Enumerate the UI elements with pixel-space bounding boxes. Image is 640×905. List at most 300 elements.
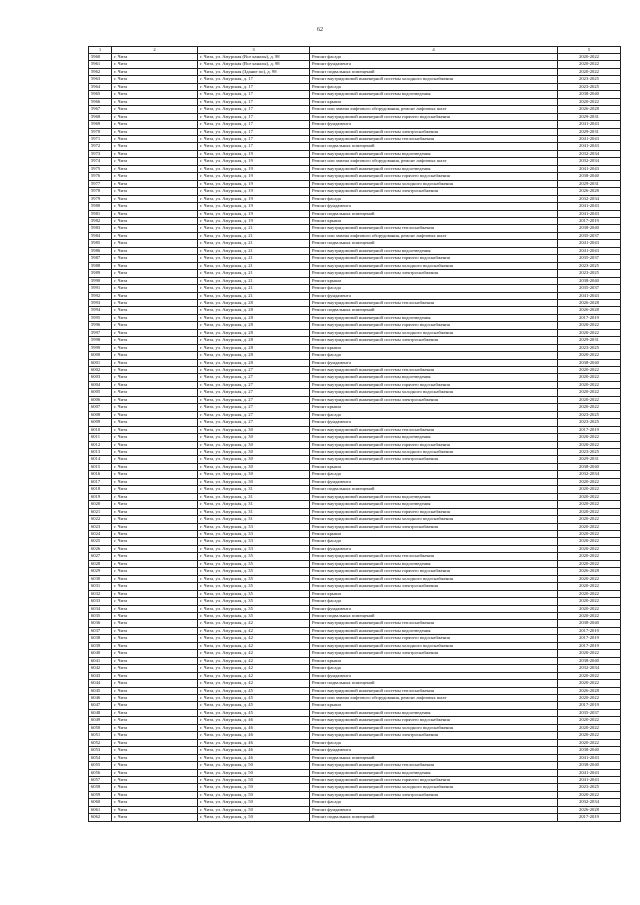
municipality: г. Чита <box>112 694 198 701</box>
municipality: г. Чита <box>112 165 198 172</box>
period: 2020-2022 <box>558 598 621 605</box>
municipality: г. Чита <box>112 620 198 627</box>
municipality: г. Чита <box>112 635 198 642</box>
work-type: Ремонт внутридомовой инженерной системы горячего водоснабжения <box>310 568 558 575</box>
municipality: г. Чита <box>112 277 198 284</box>
municipality: г. Чита <box>112 299 198 306</box>
address: г. Чита, ул. Амурская, д. 45 <box>198 694 310 701</box>
table-row <box>89 106 621 113</box>
row-number: 6006 <box>89 396 112 403</box>
address: г. Чита, ул. Амурская (Все каналы), д. 98 <box>198 54 310 61</box>
table-row <box>89 478 621 485</box>
work-type: Ремонт фундамента <box>310 121 558 128</box>
table-row <box>89 255 621 262</box>
municipality: г. Чита <box>112 471 198 478</box>
municipality: г. Чита <box>112 642 198 649</box>
period: 2026-2028 <box>558 307 621 314</box>
work-type: Ремонт внутридомовой инженерной системы холодного водоснабжения <box>310 389 558 396</box>
address: г. Чита, ул. Амурская, д. 17 <box>198 113 310 120</box>
work-type: Ремонт внутридомовой инженерной системы холодного водоснабжения <box>310 724 558 731</box>
period: 2038-2040 <box>558 359 621 366</box>
row-number: 5963 <box>89 76 112 83</box>
row-number: 5974 <box>89 158 112 165</box>
table-row <box>89 411 621 418</box>
period: 2020-2022 <box>558 590 621 597</box>
period: 2020-2022 <box>558 98 621 105</box>
row-number: 6027 <box>89 553 112 560</box>
work-type: Ремонт внутридомовой инженерной системы электроснабжения <box>310 732 558 739</box>
period: 2023-2025 <box>558 76 621 83</box>
row-number: 6008 <box>89 411 112 418</box>
table-row <box>89 687 621 694</box>
address: г. Чита, ул. Амурская, д. 30 <box>198 441 310 448</box>
municipality: г. Чита <box>112 702 198 709</box>
work-type: Ремонт внутридомовой инженерной системы водоотведения <box>310 769 558 776</box>
table-row <box>89 121 621 128</box>
row-number: 5992 <box>89 292 112 299</box>
table-row <box>89 292 621 299</box>
table-row <box>89 180 621 187</box>
period: 2020-2022 <box>558 717 621 724</box>
work-type: Ремонт внутридомовой инженерной системы водоотведения <box>310 91 558 98</box>
address: г. Чита, ул. Амурская, д. 21 <box>198 247 310 254</box>
period: 2020-2022 <box>558 605 621 612</box>
period: 2032-2034 <box>558 150 621 157</box>
period: 2029-2031 <box>558 337 621 344</box>
table-row <box>89 270 621 277</box>
period: 2026-2028 <box>558 568 621 575</box>
row-number: 6031 <box>89 583 112 590</box>
work-type: Ремонт крыши <box>310 277 558 284</box>
period: 2026-2028 <box>558 299 621 306</box>
row-number: 6062 <box>89 814 112 821</box>
table-row <box>89 314 621 321</box>
address: г. Чита, ул. Амурская, д. 27 <box>198 367 310 374</box>
table-row <box>89 508 621 515</box>
row-number: 5979 <box>89 195 112 202</box>
row-number: 6014 <box>89 456 112 463</box>
municipality: г. Чита <box>112 657 198 664</box>
period: 2020-2022 <box>558 374 621 381</box>
period: 2041-2043 <box>558 769 621 776</box>
period: 2020-2022 <box>558 68 621 75</box>
address: г. Чита, ул. Амурская, д. 28 <box>198 299 310 306</box>
table-row <box>89 299 621 306</box>
period: 2020-2022 <box>558 501 621 508</box>
table-row <box>89 419 621 426</box>
work-type: Ремонт подвальных помещений <box>310 680 558 687</box>
address: г. Чита, ул. Амурская, д. 31 <box>198 486 310 493</box>
table-row <box>89 359 621 366</box>
table-row <box>89 605 621 612</box>
period: 2032-2034 <box>558 799 621 806</box>
period: 2020-2022 <box>558 478 621 485</box>
work-type: Ремонт фасада <box>310 54 558 61</box>
municipality: г. Чита <box>112 747 198 754</box>
work-type: Ремонт фасада <box>310 83 558 90</box>
address: г. Чита, ул. Амурская, д. 27 <box>198 381 310 388</box>
work-type: Ремонт фасада <box>310 665 558 672</box>
address: г. Чита, ул. Амурская, д. 42 <box>198 642 310 649</box>
row-number: 6016 <box>89 471 112 478</box>
municipality: г. Чита <box>112 560 198 567</box>
row-number: 6052 <box>89 739 112 746</box>
period: 2035-2037 <box>558 255 621 262</box>
table-row <box>89 545 621 552</box>
address: г. Чита, ул. Амурская, д. 50 <box>198 762 310 769</box>
municipality: г. Чита <box>112 68 198 75</box>
row-number: 6013 <box>89 449 112 456</box>
period: 2020-2022 <box>558 404 621 411</box>
row-number: 6020 <box>89 501 112 508</box>
period: 2020-2022 <box>558 434 621 441</box>
table-row <box>89 590 621 597</box>
work-type: Ремонт подвальных помещений <box>310 68 558 75</box>
work-type: Ремонт фундамента <box>310 605 558 612</box>
municipality: г. Чита <box>112 724 198 731</box>
address: г. Чита, ул. Амурская, д. 46 <box>198 754 310 761</box>
table-row <box>89 799 621 806</box>
work-type: Ремонт внутридомовой инженерной системы холодного водоснабжения <box>310 784 558 791</box>
period: 2038-2040 <box>558 173 621 180</box>
row-number: 6029 <box>89 568 112 575</box>
municipality: г. Чита <box>112 217 198 224</box>
work-type: Ремонт внутридомовой инженерной системы водоотведения <box>310 165 558 172</box>
row-number: 6024 <box>89 531 112 538</box>
period: 2020-2022 <box>558 508 621 515</box>
municipality: г. Чита <box>112 255 198 262</box>
work-type: Ремонт внутридомовой инженерной системы электроснабжения <box>310 650 558 657</box>
table-row <box>89 83 621 90</box>
work-type: Ремонт внутридомовой инженерной системы горячего водоснабжения <box>310 635 558 642</box>
work-type: Ремонт внутридомовой инженерной системы холодного водоснабжения <box>310 180 558 187</box>
work-type: Ремонт фасада <box>310 598 558 605</box>
row-number: 5994 <box>89 307 112 314</box>
column-number-4: 4 <box>310 47 558 54</box>
period: 2020-2022 <box>558 538 621 545</box>
work-type: Ремонт фасада <box>310 195 558 202</box>
address: г. Чита, ул. Амурская, д. 42 <box>198 627 310 634</box>
municipality: г. Чита <box>112 665 198 672</box>
address: г. Чита, ул. Амурская, д. 17 <box>198 83 310 90</box>
table-row <box>89 225 621 232</box>
work-type: Ремонт фундамента <box>310 203 558 210</box>
municipality: г. Чита <box>112 173 198 180</box>
municipality: г. Чита <box>112 456 198 463</box>
row-number: 5976 <box>89 173 112 180</box>
table-row <box>89 434 621 441</box>
address: г. Чита, ул. Амурская, д. 19 <box>198 203 310 210</box>
table-row <box>89 516 621 523</box>
municipality: г. Чита <box>112 322 198 329</box>
municipality: г. Чита <box>112 575 198 582</box>
period: 2020-2022 <box>558 545 621 552</box>
municipality: г. Чита <box>112 806 198 813</box>
period: 2041-2043 <box>558 754 621 761</box>
row-number: 5997 <box>89 329 112 336</box>
work-type: Ремонт или замена лифтового оборудования, ремонт лифтовых шахт <box>310 232 558 239</box>
municipality: г. Чита <box>112 627 198 634</box>
table-row <box>89 717 621 724</box>
period: 2020-2022 <box>558 516 621 523</box>
row-number: 6015 <box>89 463 112 470</box>
period: 2020-2022 <box>558 680 621 687</box>
period: 2032-2034 <box>558 158 621 165</box>
period: 2038-2040 <box>558 762 621 769</box>
work-type: Ремонт крыши <box>310 463 558 470</box>
period: 2038-2040 <box>558 225 621 232</box>
municipality: г. Чита <box>112 709 198 716</box>
work-type: Ремонт внутридомовой инженерной системы теплоснабжения <box>310 553 558 560</box>
row-number: 6033 <box>89 598 112 605</box>
table-row <box>89 784 621 791</box>
address: г. Чита, ул. Амурская, д. 21 <box>198 262 310 269</box>
address: г. Чита, ул. Амурская, д. 17 <box>198 121 310 128</box>
row-number: 6000 <box>89 352 112 359</box>
work-type: Ремонт внутридомовой инженерной системы горячего водоснабжения <box>310 441 558 448</box>
address: г. Чита, ул. Амурская, д. 46 <box>198 747 310 754</box>
table-row <box>89 285 621 292</box>
row-number: 5964 <box>89 83 112 90</box>
address: г. Чита, ул. Амурская, д. 17 <box>198 98 310 105</box>
period: 2017-2019 <box>558 814 621 821</box>
address: г. Чита, ул. Амурская, д. 42 <box>198 665 310 672</box>
table-row <box>89 709 621 716</box>
address: г. Чита, ул. Амурская, д. 17 <box>198 143 310 150</box>
period: 2020-2022 <box>558 61 621 68</box>
period: 2023-2025 <box>558 449 621 456</box>
table-row <box>89 724 621 731</box>
address: г. Чита, ул. Амурская, д. 42 <box>198 680 310 687</box>
work-type: Ремонт подвальных помещений <box>310 754 558 761</box>
work-type: Ремонт внутридомовой инженерной системы теплоснабжения <box>310 762 558 769</box>
address: г. Чита, ул. Амурская, д. 30 <box>198 471 310 478</box>
row-number: 6053 <box>89 747 112 754</box>
municipality: г. Чита <box>112 98 198 105</box>
municipality: г. Чита <box>112 441 198 448</box>
period: 2041-2043 <box>558 165 621 172</box>
work-type: Ремонт крыши <box>310 217 558 224</box>
table-row <box>89 217 621 224</box>
period: 2020-2022 <box>558 612 621 619</box>
work-type: Ремонт подвальных помещений <box>310 307 558 314</box>
table-row <box>89 449 621 456</box>
work-type: Ремонт внутридомовой инженерной системы электроснабжения <box>310 791 558 798</box>
period: 2020-2022 <box>558 694 621 701</box>
row-number: 5988 <box>89 262 112 269</box>
table-row <box>89 791 621 798</box>
municipality: г. Чита <box>112 54 198 61</box>
table-row <box>89 91 621 98</box>
municipality: г. Чита <box>112 150 198 157</box>
table-row <box>89 642 621 649</box>
work-type: Ремонт фасада <box>310 471 558 478</box>
row-number: 6035 <box>89 612 112 619</box>
address: г. Чита, ул. Амурская, д. 28 <box>198 314 310 321</box>
address: г. Чита, ул. Амурская, д. 28 <box>198 337 310 344</box>
address: г. Чита, ул. Амурская, д. 17 <box>198 135 310 142</box>
row-number: 6010 <box>89 426 112 433</box>
period: 2017-2019 <box>558 642 621 649</box>
row-number: 6061 <box>89 806 112 813</box>
period: 2020-2022 <box>558 381 621 388</box>
work-type: Ремонт подвальных помещений <box>310 612 558 619</box>
row-number: 6009 <box>89 419 112 426</box>
address: г. Чита, ул. Амурская, д. 50 <box>198 814 310 821</box>
period: 2023-2025 <box>558 411 621 418</box>
period: 2020-2022 <box>558 531 621 538</box>
municipality: г. Чита <box>112 389 198 396</box>
work-type: Ремонт внутридомовой инженерной системы холодного водоснабжения <box>310 642 558 649</box>
row-number: 6030 <box>89 575 112 582</box>
period: 2038-2040 <box>558 463 621 470</box>
work-type: Ремонт крыши <box>310 590 558 597</box>
period: 2041-2043 <box>558 121 621 128</box>
period: 2020-2022 <box>558 672 621 679</box>
municipality: г. Чита <box>112 672 198 679</box>
period: 2032-2034 <box>558 195 621 202</box>
address: г. Чита, ул. Амурская, д. 42 <box>198 620 310 627</box>
address: г. Чита, ул. Амурская, д. 21 <box>198 232 310 239</box>
row-number: 6028 <box>89 560 112 567</box>
row-number: 5966 <box>89 98 112 105</box>
address: г. Чита, ул. Амурская, д. 21 <box>198 240 310 247</box>
table-row <box>89 374 621 381</box>
municipality: г. Чита <box>112 359 198 366</box>
row-number: 5975 <box>89 165 112 172</box>
period: 2020-2022 <box>558 54 621 61</box>
address: г. Чита, ул. Амурская, д. 50 <box>198 806 310 813</box>
address: г. Чита, ул. Амурская, д. 42 <box>198 672 310 679</box>
municipality: г. Чита <box>112 128 198 135</box>
row-number: 5999 <box>89 344 112 351</box>
address: г. Чита, ул. Амурская, д. 19 <box>198 217 310 224</box>
address: г. Чита, ул. Амурская, д. 19 <box>198 210 310 217</box>
period: 2020-2022 <box>558 486 621 493</box>
row-number: 5985 <box>89 240 112 247</box>
municipality: г. Чита <box>112 307 198 314</box>
work-type: Ремонт подвальных помещений <box>310 814 558 821</box>
table-row <box>89 188 621 195</box>
table-row <box>89 583 621 590</box>
municipality: г. Чита <box>112 314 198 321</box>
period: 2038-2040 <box>558 620 621 627</box>
table-row <box>89 598 621 605</box>
address: г. Чита, ул. Амурская (Здание по), д. 98 <box>198 68 310 75</box>
row-number: 6011 <box>89 434 112 441</box>
address: г. Чита, ул. Амурская (Все каналы), д. 98 <box>198 61 310 68</box>
municipality: г. Чита <box>112 352 198 359</box>
municipality: г. Чита <box>112 285 198 292</box>
table-row <box>89 307 621 314</box>
municipality: г. Чита <box>112 381 198 388</box>
period: 2041-2043 <box>558 210 621 217</box>
address: г. Чита, ул. Амурская, д. 35 <box>198 575 310 582</box>
header-row <box>89 47 621 54</box>
work-type: Ремонт крыши <box>310 531 558 538</box>
address: г. Чита, ул. Амурская, д. 30 <box>198 449 310 456</box>
table-row <box>89 135 621 142</box>
row-number: 5995 <box>89 314 112 321</box>
table-row <box>89 620 621 627</box>
row-number: 5970 <box>89 128 112 135</box>
work-type: Ремонт внутридомовой инженерной системы теплоснабжения <box>310 620 558 627</box>
table-row <box>89 232 621 239</box>
row-number: 5961 <box>89 61 112 68</box>
table-row <box>89 814 621 821</box>
municipality: г. Чита <box>112 337 198 344</box>
row-number: 6039 <box>89 642 112 649</box>
address: г. Чита, ул. Амурская, д. 27 <box>198 374 310 381</box>
row-number: 6017 <box>89 478 112 485</box>
row-number: 5960 <box>89 54 112 61</box>
address: г. Чита, ул. Амурская, д. 35 <box>198 605 310 612</box>
period: 2041-2043 <box>558 292 621 299</box>
work-type: Ремонт фундамента <box>310 419 558 426</box>
period: 2026-2028 <box>558 188 621 195</box>
work-type: Ремонт крыши <box>310 404 558 411</box>
period: 2020-2022 <box>558 352 621 359</box>
address: г. Чита, ул. Амурская, д. 31 <box>198 516 310 523</box>
municipality: г. Чита <box>112 210 198 217</box>
municipality: г. Чита <box>112 717 198 724</box>
period: 2023-2025 <box>558 344 621 351</box>
row-number: 5998 <box>89 337 112 344</box>
row-number: 6055 <box>89 762 112 769</box>
period: 2041-2043 <box>558 135 621 142</box>
work-type: Ремонт внутридомовой инженерной системы электроснабжения <box>310 128 558 135</box>
work-type: Ремонт крыши <box>310 344 558 351</box>
period: 2020-2022 <box>558 560 621 567</box>
table-row <box>89 404 621 411</box>
work-type: Ремонт внутридомовой инженерной системы холодного водоснабжения <box>310 262 558 269</box>
work-type: Ремонт внутридомовой инженерной системы водоотведения <box>310 560 558 567</box>
row-number: 6034 <box>89 605 112 612</box>
table-row <box>89 344 621 351</box>
table-row <box>89 247 621 254</box>
municipality: г. Чита <box>112 463 198 470</box>
work-type: Ремонт подвальных помещений <box>310 143 558 150</box>
municipality: г. Чита <box>112 598 198 605</box>
work-type: Ремонт внутридомовой инженерной системы теплоснабжения <box>310 426 558 433</box>
address: г. Чита, ул. Амурская, д. 46 <box>198 724 310 731</box>
municipality: г. Чита <box>112 553 198 560</box>
address: г. Чита, ул. Амурская, д. 33 <box>198 531 310 538</box>
work-type: Ремонт фундамента <box>310 806 558 813</box>
work-type: Ремонт внутридомовой инженерной системы горячего водоснабжения <box>310 255 558 262</box>
period: 2017-2019 <box>558 702 621 709</box>
address: г. Чита, ул. Амурская, д. 50 <box>198 799 310 806</box>
address: г. Чита, ул. Амурская, д. 28 <box>198 329 310 336</box>
work-type: Ремонт внутридомовой инженерной системы теплоснабжения <box>310 367 558 374</box>
table-row <box>89 426 621 433</box>
work-type: Ремонт внутридомовой инженерной системы холодного водоснабжения <box>310 516 558 523</box>
work-type: Ремонт внутридомовой инженерной системы теплоснабжения <box>310 225 558 232</box>
row-number: 6007 <box>89 404 112 411</box>
row-number: 5984 <box>89 232 112 239</box>
address: г. Чита, ул. Амурская, д. 21 <box>198 285 310 292</box>
column-number-3: 3 <box>198 47 310 54</box>
work-type: Ремонт внутридомовой инженерной системы водоотведения <box>310 374 558 381</box>
work-type: Ремонт внутридомовой инженерной системы водоотведения <box>310 434 558 441</box>
table-row <box>89 747 621 754</box>
row-number: 5987 <box>89 255 112 262</box>
period: 2020-2022 <box>558 523 621 530</box>
period: 2017-2019 <box>558 217 621 224</box>
municipality: г. Чита <box>112 195 198 202</box>
municipality: г. Чита <box>112 784 198 791</box>
period: 2038-2040 <box>558 747 621 754</box>
